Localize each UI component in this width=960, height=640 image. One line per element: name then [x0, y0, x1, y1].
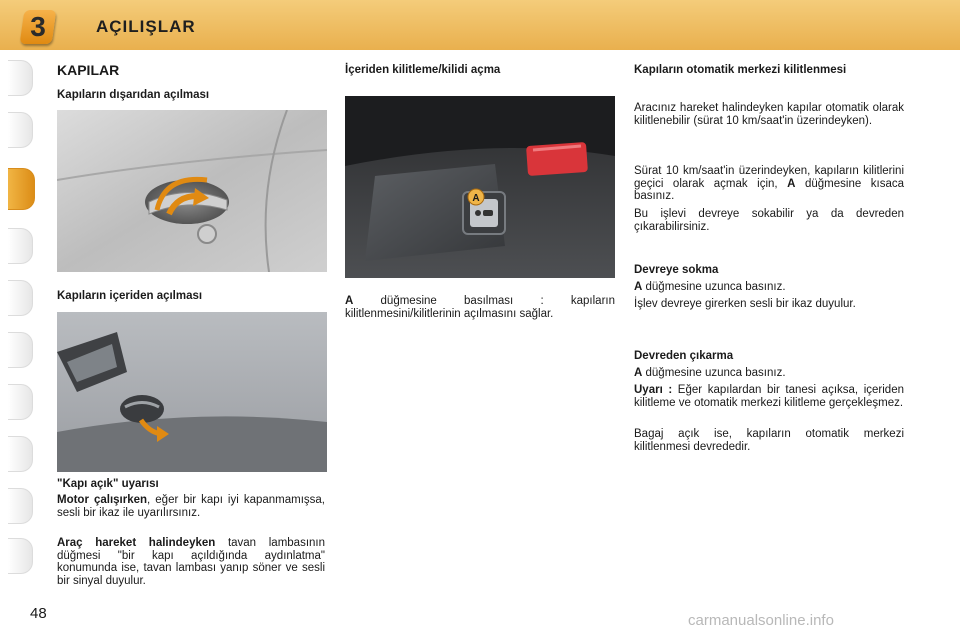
chapter-tab-7[interactable] [8, 384, 33, 420]
door-exterior-handle-photo [57, 110, 327, 272]
moving-label: Araç hareket halindeyken [57, 537, 216, 549]
enable-letter: A [634, 281, 643, 293]
auto-locking-heading: Kapıların otomatik merkezi kilitlenmesi [634, 64, 847, 76]
engine-running-label: Motor çalışırken [57, 494, 148, 506]
watermark: carmanualsonline.info [688, 612, 834, 629]
enable-heading: Devreye sokma [634, 264, 719, 276]
temporary-unlock-letter: A [787, 177, 796, 190]
chapter-tab-10[interactable] [8, 538, 33, 574]
auto-locking-intro: Aracınız hareket halindeyken kapılar otomatik olarak kilitlenebilir (sürat 10 km/saat'in üzerindeyken). [634, 102, 904, 127]
button-a-marker: A [472, 193, 480, 204]
disable-letter: A [634, 367, 643, 379]
warning-paragraph [634, 384, 904, 409]
temporary-unlock-text: Sürat 10 km/saat'in üzerindeyken, kapıların kilitlerini geçici olarak açmak için, [634, 165, 904, 190]
locking-button-text: düğmesine basılması : kapıların kilitlenmesini/kilitlerinin açılmasını sağlar. [345, 295, 615, 320]
enable-text: düğmesine uzunca basınız. [642, 281, 786, 293]
chapter-number: 3 [30, 11, 46, 42]
inside-opening-heading: Kapıların içeriden açılması [57, 290, 203, 302]
chapter-tabs [8, 60, 36, 572]
chapter-tab-3-active[interactable] [8, 168, 35, 210]
chapter-title: AÇILIŞLAR [96, 17, 196, 36]
locking-button-letter: A [345, 295, 354, 307]
interior-locking-heading: İçeriden kilitleme/kilidi açma [345, 64, 501, 76]
chapter-tab-4[interactable] [8, 228, 33, 264]
disable-instruction [634, 367, 904, 380]
chapter-tab-9[interactable] [8, 488, 33, 524]
door-ajar-warning-heading: "Kapı açık" uyarısı [57, 478, 159, 490]
warning-text: Eğer kapılardan bir tanesi açıksa, içeriden kilitleme ve otomatik merkezi kilitleme gerçekleşmez. [634, 384, 904, 409]
toggle-function-paragraph: Bu işlevi devreye sokabilir ya da devreden çıkarabilirsiniz. [634, 208, 904, 233]
temporary-unlock-paragraph [634, 165, 904, 203]
trunk-open-paragraph: Bagaj açık ise, kapıların otomatik merkezi kilitlenmesi devrededir. [634, 428, 904, 453]
outside-opening-heading: Kapıların dışarıdan açılması [57, 89, 210, 101]
temporary-unlock-end: düğmesine kısaca basınız. [634, 177, 904, 202]
central-locking-button-photo [345, 96, 615, 278]
engine-running-text: , eğer bir kapı iyi kapanmamışsa, sesli bir ikaz ile uyarılırsınız. [57, 494, 325, 519]
engine-running-paragraph [57, 494, 325, 519]
chapter-tab-6[interactable] [8, 332, 33, 368]
chapter-tab-1[interactable] [8, 60, 33, 96]
chapter-tab-5[interactable] [8, 280, 33, 316]
disable-heading: Devreden çıkarma [634, 350, 734, 362]
chapter-tab-8[interactable] [8, 436, 33, 472]
chapter-tab-2[interactable] [8, 112, 33, 148]
door-interior-handle-photo [57, 312, 327, 472]
enable-note: İşlev devreye girerken sesli bir ikaz duyulur. [634, 298, 856, 310]
page-number: 48 [30, 605, 47, 622]
moving-text: tavan lambasının düğmesi "bir kapı açıldığında aydınlatma" konumunda ise, tavan lambası yanıp söner ve sesli bir sinyal duyulur. [57, 537, 325, 587]
warning-label: Uyarı : [634, 384, 673, 396]
moving-paragraph [57, 537, 325, 587]
disable-text: düğmesine uzunca basınız. [642, 367, 786, 379]
section-title: KAPILAR [57, 62, 120, 78]
locking-button-description [345, 295, 615, 320]
enable-instruction [634, 281, 904, 294]
